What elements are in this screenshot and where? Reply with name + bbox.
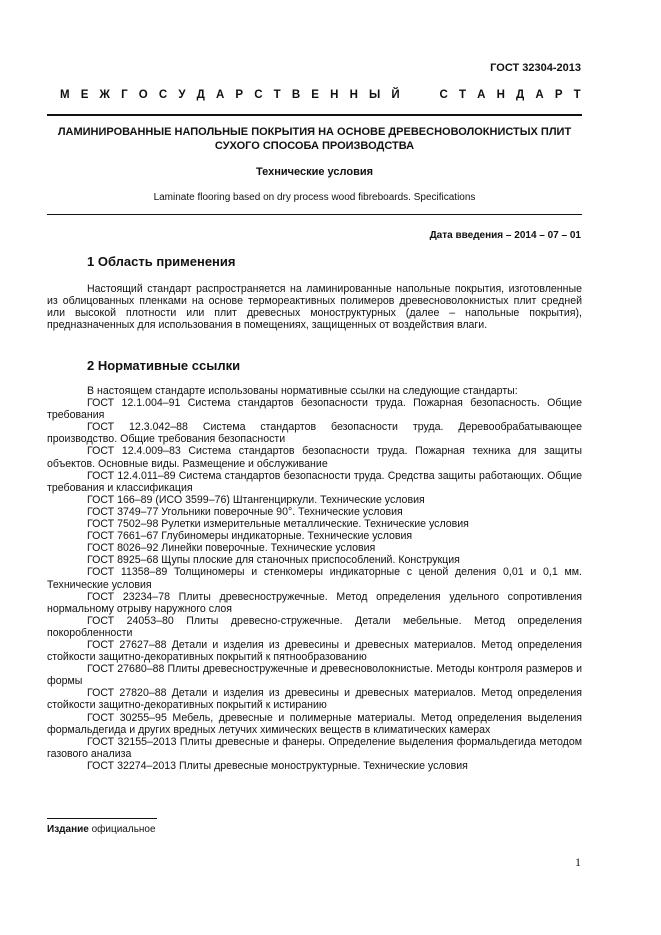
banner-letter: Е — [311, 89, 319, 101]
banner-letter: А — [535, 89, 544, 101]
banner-letter: Н — [349, 89, 358, 101]
banner-letter: Д — [516, 89, 525, 101]
reference-item: ГОСТ 23234–78 Плиты древесностружечные. Метод определения удельного сопротивления нормальному отрыву наружного слоя — [47, 590, 582, 615]
banner-letter — [425, 89, 428, 101]
header-rule — [47, 114, 582, 116]
title-rule — [47, 214, 582, 215]
banner-letter: У — [178, 89, 186, 101]
banner-letter: Т — [458, 89, 466, 101]
banner-letter: Н — [496, 89, 505, 101]
reference-item: ГОСТ 24053–80 Плиты древесно-стружечные. Детали мебельные. Метод определения покоробленности — [47, 614, 582, 639]
normative-references — [47, 385, 582, 772]
reference-item: ГОСТ 32155–2013 Плиты древесные и фанеры. Определение выделения формальдегида методом газового анализа — [47, 735, 582, 760]
reference-item: ГОСТ 12.4.009–83 Система стандартов безопасности труда. Пожарная техника для защиты объектов. Основные виды. Размещение и обслуживание — [47, 445, 582, 470]
banner-letter: Р — [235, 89, 244, 101]
title-line-1: ЛАМИНИРОВАННЫЕ НАПОЛЬНЫЕ ПОКРЫТИЯ НА ОСНОВЕ ДРЕВЕСНОВОЛОКНИСТЫХ ПЛИТ — [57, 126, 572, 138]
introduction-date: Дата введения – 2014 – 07 – 01 — [429, 230, 581, 241]
banner-letter: С — [254, 89, 263, 101]
references-intro: В настоящем стандарте использованы нормативные ссылки на следующие стандарты: — [87, 385, 518, 397]
section-1-heading: 1 Область применения — [87, 254, 236, 269]
banner-letter: А — [477, 89, 486, 101]
banner-letter: Д — [196, 89, 205, 101]
reference-item: ГОСТ 7502–98 Рулетки измерительные металлические. Технические условия — [87, 518, 469, 531]
banner-letter: В — [291, 89, 301, 101]
banner-letter: О — [138, 89, 148, 101]
banner-letter — [411, 89, 414, 101]
reference-item: ГОСТ 27820–88 Детали и изделия из древесины и древесных материалов. Метод определения стойкости защитно-декоративных покрытий к истиранию — [47, 687, 582, 712]
page-number: 1 — [575, 855, 581, 869]
banner-letter: Т — [573, 89, 581, 101]
english-title: Laminate flooring based on dry process wood fibreboards. Specifications — [153, 192, 476, 203]
reference-item: ГОСТ 12.4.011–89 Система стандартов безопасности труда. Средства защиты работающих. Общие требования и классификация — [47, 469, 582, 494]
document-number: ГОСТ 32304-2013 — [490, 62, 581, 74]
reference-item: ГОСТ 27680–88 Плиты древесностружечные и древесноволокнистые. Методы контроля размеров и формы — [47, 663, 582, 688]
document-title — [47, 125, 582, 153]
edition-text: официальное — [88, 824, 156, 835]
section-1-text: Настоящий стандарт распространяется на ламинированные напольные покрытия, изготовленные из облицованных пленками на основе термореактивных полимеров древесноволокнистых плит средней или высокой плотности или плит древесных моноструктурных (далее – напольные покрытия), предназначенных для использования в помещениях, защищенных от воздействия влаги. — [47, 283, 582, 332]
edition-note — [47, 824, 156, 835]
banner-letter: Й — [391, 89, 400, 101]
document-subtitle: Технические условия — [255, 166, 374, 178]
banner-letter: Н — [330, 89, 339, 101]
banner-letter: Ж — [99, 89, 110, 101]
banner-letter: Т — [273, 89, 281, 101]
banner-letter: Р — [554, 89, 563, 101]
reference-item: ГОСТ 7661–67 Глубиномеры индикаторные. Технические условия — [87, 530, 413, 543]
banner-letter: С — [158, 89, 168, 101]
reference-item: ГОСТ 166–89 (ИСО 3599–76) Штангенциркули. Технические условия — [87, 493, 425, 506]
banner-letter: А — [215, 89, 225, 101]
edition-label: Издание — [47, 824, 89, 835]
reference-item: ГОСТ 32274–2013 Плиты древесные моноструктурные. Технические условия — [87, 759, 468, 772]
reference-item: ГОСТ 12.3.042–88 Система стандартов безопасности труда. Деревообрабатывающее производство. Общие требования безопасности — [47, 421, 582, 446]
section-2-heading: 2 Нормативные ссылки — [87, 358, 241, 373]
banner-letter: Е — [80, 89, 89, 101]
reference-item: ГОСТ 8026–92 Линейки поверочные. Технические условия — [87, 542, 376, 555]
reference-list — [47, 397, 582, 772]
interstate-standard-banner — [60, 89, 581, 101]
footer-rule — [47, 818, 157, 819]
reference-item: ГОСТ 8925–68 Щупы плоские для станочных приспособлений. Конструкция — [87, 554, 460, 567]
title-line-2: СУХОГО СПОСОБА ПРОИЗВОДСТВА — [214, 140, 415, 152]
reference-item: ГОСТ 11358–89 Толщиномеры и стенкомеры индикаторные с ценой деления 0,01 и 0,1 мм. Технические условия — [47, 566, 582, 591]
banner-letter: Г — [121, 89, 128, 101]
reference-item: ГОСТ 12.1.004–91 Система стандартов безопасности труда. Пожарная безопасность. Общие требования — [47, 397, 582, 422]
reference-item: ГОСТ 3749–77 Угольники поверочные 90°. Технические условия — [87, 505, 403, 518]
banner-letter: Ы — [369, 89, 381, 101]
reference-item: ГОСТ 30255–95 Мебель, древесные и полимерные материалы. Метод определения выделения формальдегида и других вредных летучих химических веществ в климатических камерах — [47, 711, 582, 736]
reference-item: ГОСТ 27627–88 Детали и изделия из древесины и древесных материалов. Метод определения стойкости защитно-декоративных покрытий к пятнообразованию — [47, 638, 582, 664]
banner-letter: С — [439, 89, 448, 101]
banner-letter: М — [60, 89, 70, 101]
